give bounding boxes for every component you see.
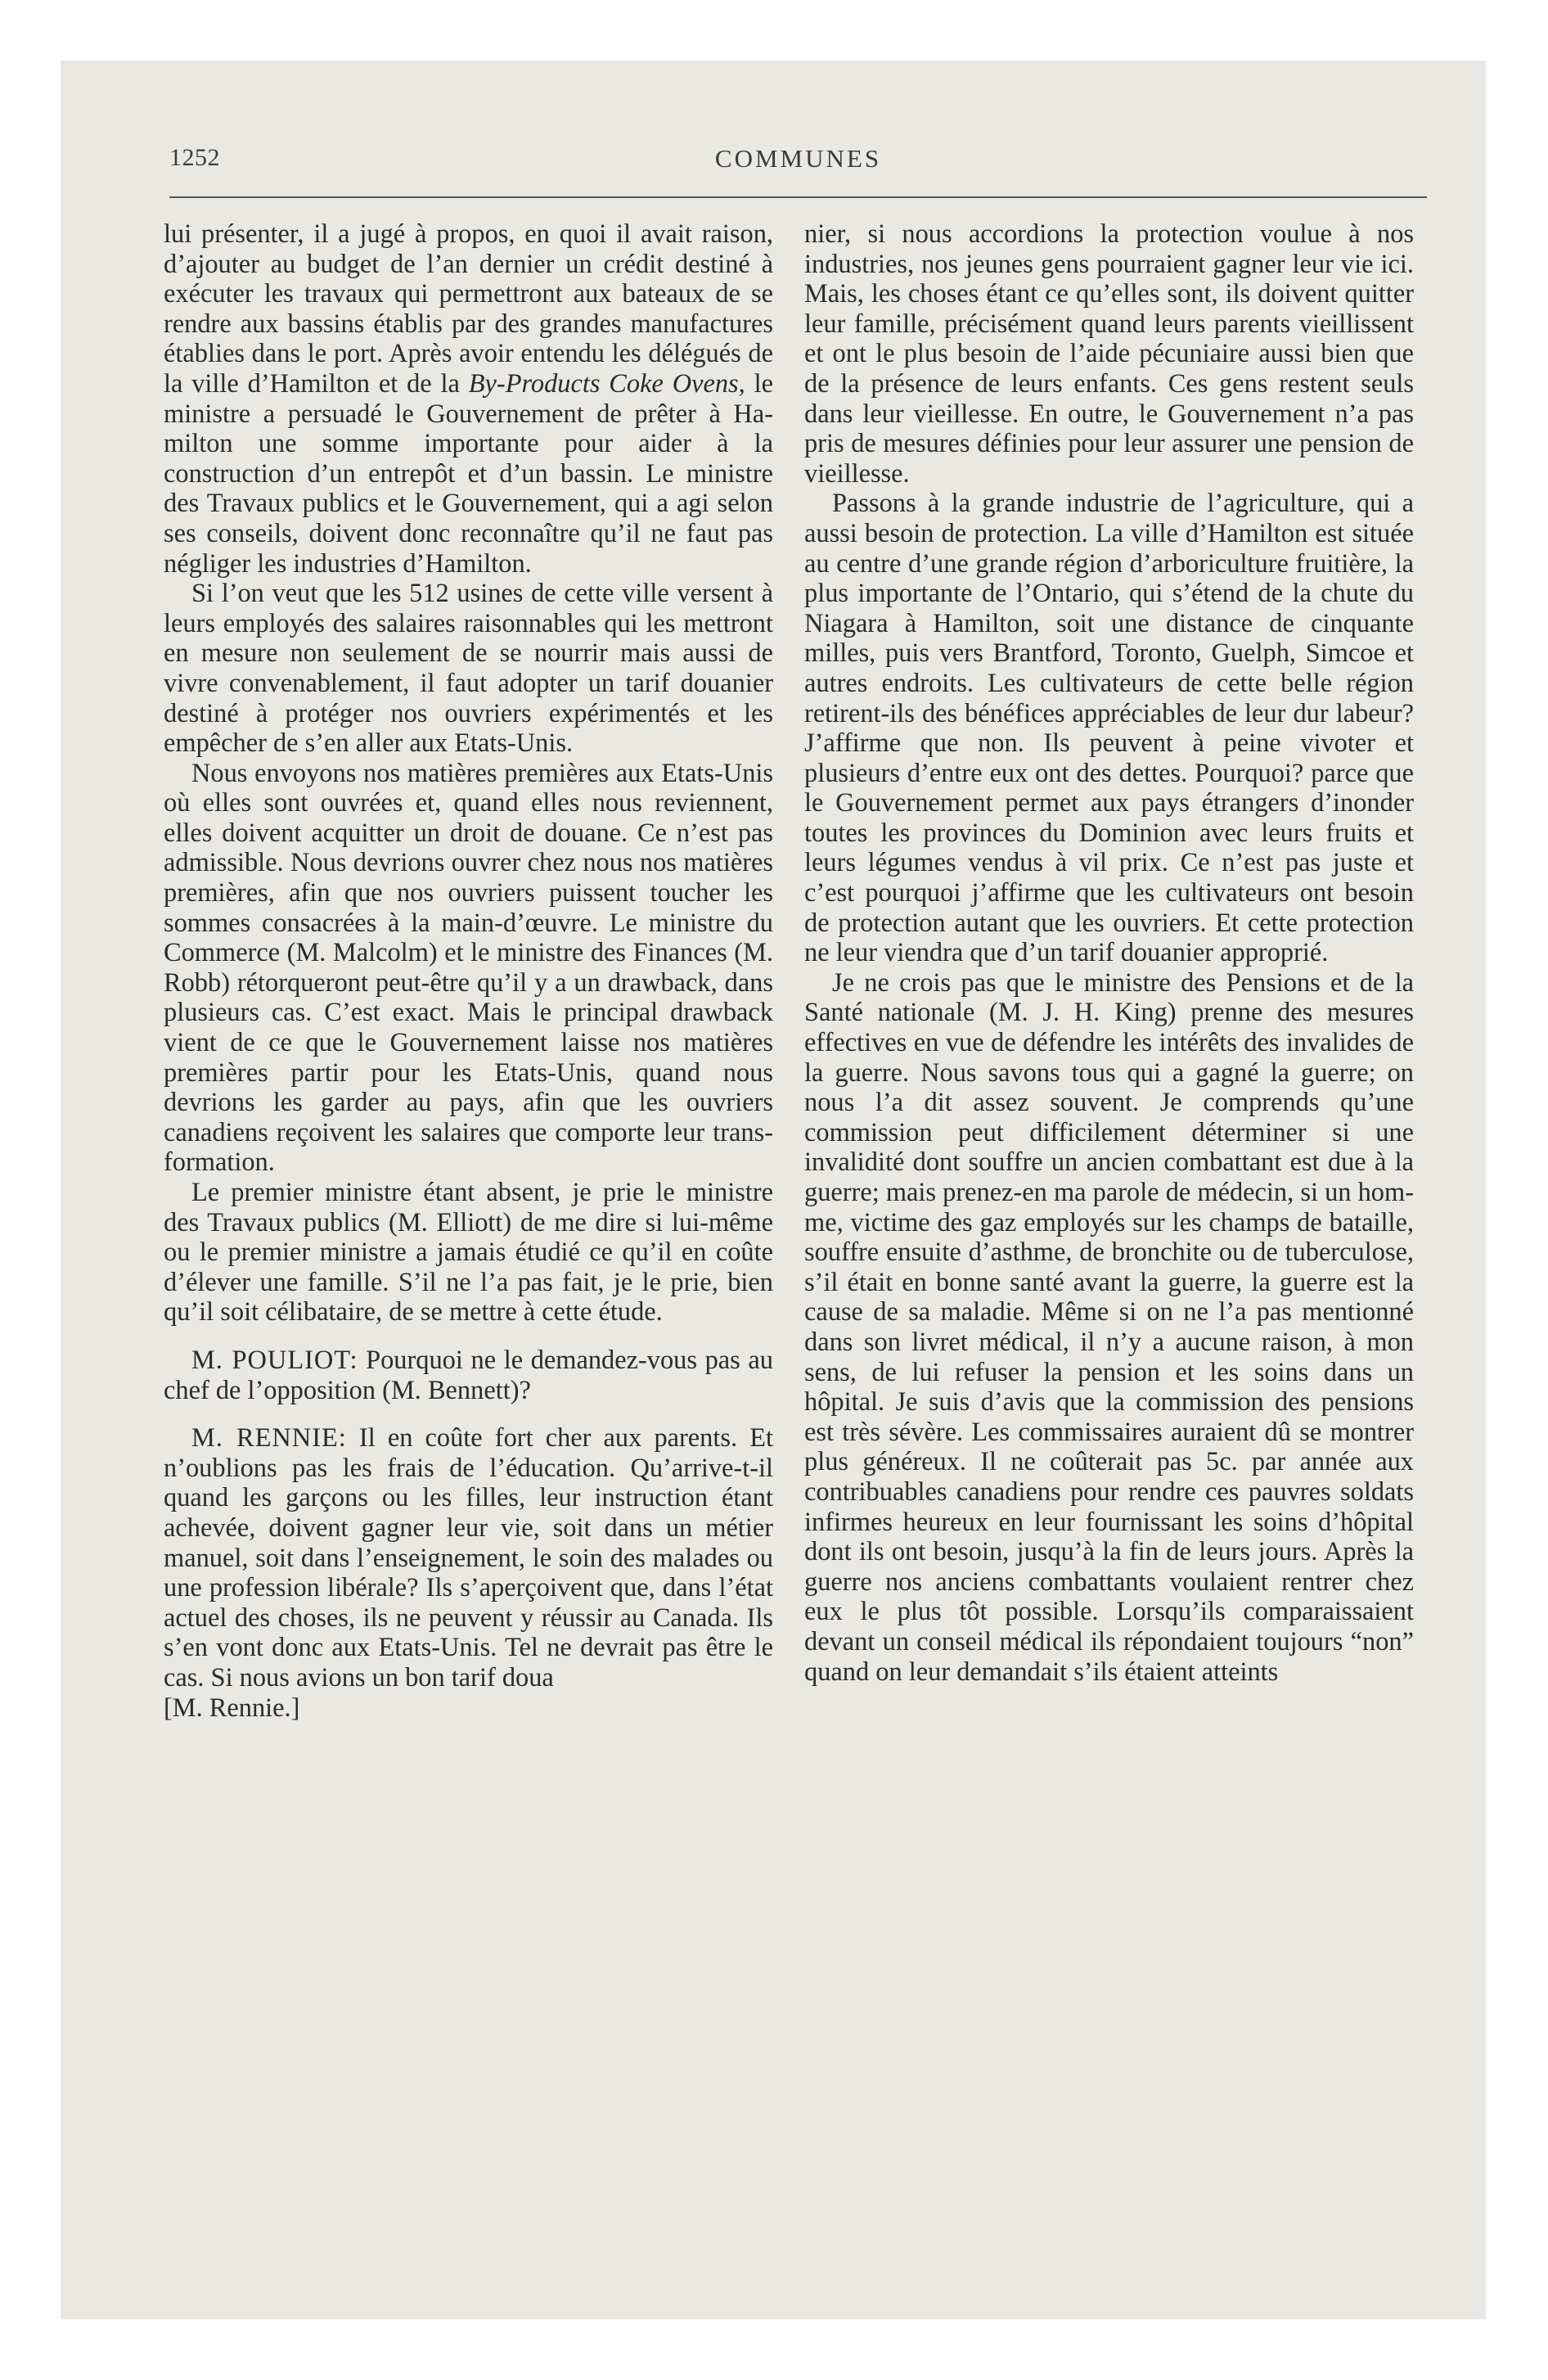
speech-pouliot: [164, 1346, 773, 1405]
paragraph: Si l’on veut que les 512 usines de cette ville versent à leurs employés des salaires raisonnables qui les mettront en mesure non seulement de se nourrir mais aussi de vivre convenablement, il faut adopter un tarif douanier destiné à protéger nos ouvriers expérimentés et les empêcher de s’en aller aux Etats-Unis.: [164, 579, 773, 759]
page-number: 1252: [169, 144, 220, 171]
speaker-footer: [M. Rennie.]: [164, 1693, 300, 1723]
paragraph: nier, si nous accordions la protection voulue à nos industries, nos jeunes gens pourraient gagner leur vie ici. Mais, les choses étant ce qu’elles sont, ils doivent quitter leur famille, précisément quand leurs parents vieillissent et ont le plus besoin de l’aide pécuniaire aussi bien que de la présence de leurs enfants. Ces gens restent seuls dans leur vieillesse. En outre, le Gouvernement n’a pas pris de mesures définies pour leur assurer une pension de vieillesse.: [804, 219, 1414, 489]
paragraph-text: le ministre a persuadé le Gouvernement de prêter à Hamilton une somme importante pour aider à la construction d’un entrepôt et d’un bassin. Le ministre des Travaux publics et le Gouvernement, qui a agi selon ses conseils, doivent donc reconnaître qu’il ne faut pas négliger les industries d’Hamilton.: [164, 368, 773, 579]
italic-name: By-Products Coke Ovens,: [468, 368, 745, 399]
speech-text: Pourquoi ne le demandez-vous pas au chef de l’opposition (M. Bennett)?: [164, 1345, 773, 1405]
page-header: [169, 137, 1427, 183]
speaker-name: M. POULIOT:: [191, 1345, 358, 1375]
speech-rennie: [164, 1423, 773, 1693]
left-column: [164, 219, 773, 1723]
paragraph: Passons à la grande industrie de l’agriculture, qui a aussi besoin de protection. La ville d’Hamilton est située au centre d’une grande région d’arboriculture fruitière, la plus importante de l’Ontario, qui s’étend de la chute du Niagara à Hamilton, soit une distance de cinquante milles, puis vers Brantford, Toronto, Guelph, Simcoe et autres endroits. Les cultivateurs de cette belle région retirent-ils des bénéfices appréciables de leur dur labeur? J’affirme que non. Ils peuvent à peine vivoter et plusieurs d’entre eux ont des dettes. Pourquoi? parce que le Gouvernement permet aux pays étrangers d’inonder toutes les provinces du Dominion avec leurs fruits et leurs légumes vendus à vil prix. Ce n’est pas juste et c’est pourquoi j’affirme que les cultivateurs ont besoin de protection autant que les ouvriers. Et cette protection ne leur viendra que d’un tarif douanier approprié.: [804, 489, 1414, 968]
speaker-name: M. RENNIE:: [191, 1423, 347, 1454]
paragraph-text: lui présenter, il a jugé à propos, en quoi il avait raison, d’ajouter au budget de l’an dernier un crédit destiné à exécuter les travaux qui permettront aux bateaux de se rendre aux bassins établis par des grandes manufactures établies dans le port. Après avoir entendu les délégués de la ville d’Hamilton et de la: [164, 219, 773, 399]
right-column: [804, 219, 1414, 1687]
paragraph: Je ne crois pas que le ministre des Pensions et de la Santé nationale (M. J. H. King) prenne des mesures effectives en vue de défendre les intérêts des invalides de la guerre. Nous savons tous qui a gagné la guerre; on nous l’a dit assez souvent. Je comprends qu’une commission peut difficilement déterminer si une invalidité dont souffre un ancien combattant est due à la guerre; mais prenez-en ma parole de médecin, si un homme, victime des gaz employés sur les champs de bataille, souffre ensuite d’asthme, de bronchite ou de tuberculose, s’il était en bonne santé avant la guerre, la guerre est la cause de sa maladie. Même si on ne l’a pas mentionné dans son livret médical, il n’y a aucune raison, à mon sens, de lui refuser la pension et les soins dans un hôpital. Je suis d’avis que la commission des pensions est très sévère. Les commissaires auraient dû se montrer plus généreux. Il ne coûterait pas 5c. par année aux contribuables canadiens pour rendre ces pauvres soldats infirmes heureux en leur fournissant les soins d’hôpital dont ils ont besoin, jusqu’à la fin de leurs jours. Après la guerre nos anciens combattants voulaient rentrer chez eux le plus tôt possible. Lorsqu’ils comparaissaient devant un conseil médical ils répondaient toujours “non” quand on leur demandait s’ils étaient atteints: [804, 967, 1414, 1687]
paragraph: Nous envoyons nos matières premières aux Etats-Unis où elles sont ouvrées et, quand elles nous reviennent, elles doivent acquitter un droit de douane. Ce n’est pas admissible. Nous devrions ouvrer chez nous nos matières premières, afin que nos ouvriers puissent toucher les sommes consacrées à la main-d’œuvre. Le ministre du Commerce (M. Malcolm) et le ministre des Finances (M. Robb) rétorqueront peut-être qu’il y a un drawback, dans plusieurs cas. C’est exact. Mais le principal drawback vient de ce que le Gouvernement laisse nos matières premières partir pour les Etats-Unis, quand nous devrions les garder au pays, afin que les ouvriers canadiens reçoivent les salaires que comporte leur transformation.: [164, 758, 773, 1178]
paragraph: [164, 219, 773, 579]
paragraph: Le premier ministre étant absent, je prie le ministre des Travaux publics (M. Elliott) de me dire si lui-même ou le premier ministre a jamais étudié ce qu’il en coûte d’élever une famille. S’il ne l’a pas fait, je le prie, bien qu’il soit célibataire, de se mettre à cette étude.: [164, 1178, 773, 1327]
running-head: COMMUNES: [714, 144, 882, 173]
header-rule: [169, 196, 1427, 198]
speech-text: Il en coûte fort cher aux parents. Et n’oublions pas les frais de l’éducation. Qu’arrive-t-il quand les garçons ou les filles, leur instruction étant achevée, doivent gagner leur vie, soit dans un métier manuel, soit dans l’enseignement, le soin des malades ou une profession libérale? Ils s’aperçoivent que, dans l’état actuel des choses, ils ne peuvent y réussir au Canada. Ils s’en vont donc aux Etats-Unis. Tel ne devrait pas être le cas. Si nous avions un bon tarif doua: [164, 1423, 773, 1693]
